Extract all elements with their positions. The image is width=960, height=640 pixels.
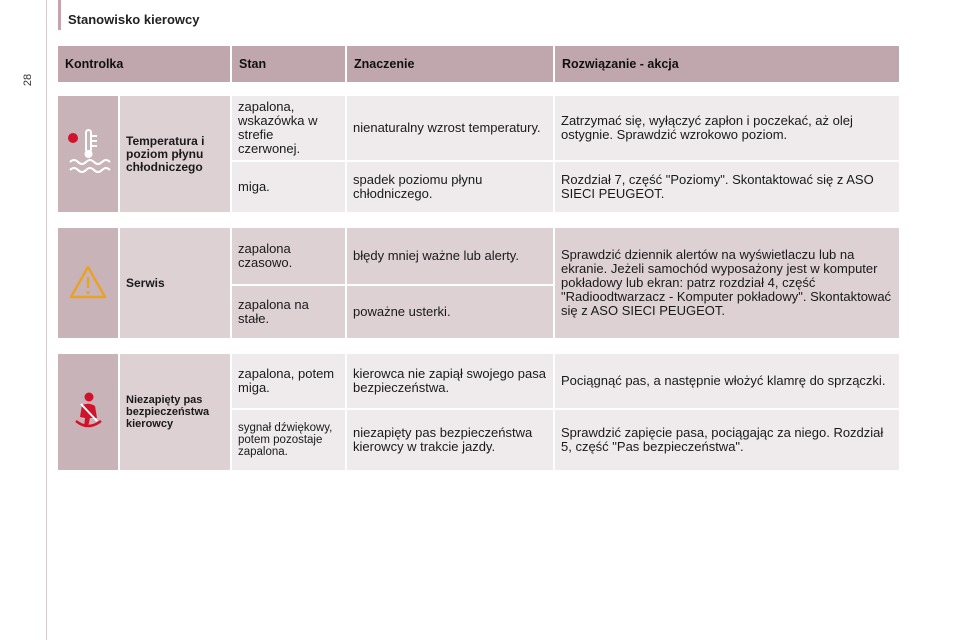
kontrolka-name-serwis: Serwis [120, 228, 232, 340]
stan-cell: miga. [232, 162, 347, 214]
table-row [58, 96, 901, 162]
akcja-cell: Sprawdzić dziennik alertów na wyświetlaczu lub na ekranie. Jeżeli samochód wyposażony jest w komputer pokładowy lub ekran: patrz rozdział 4, część "Radioodtwarzacz - Komputer pokładowy". Skontaktować się z ASO SIECI PEUGEOT. [555, 228, 901, 340]
margin-line [46, 0, 47, 640]
kontrolka-name-pasy: Niezapięty pas bezpieczeństwa kierowcy [120, 354, 232, 472]
header-rozwiazanie: Rozwiązanie - akcja [555, 46, 901, 82]
znaczenie-cell: nienaturalny wzrost temperatury. [347, 96, 555, 162]
header-znaczenie: Znaczenie [347, 46, 555, 82]
table-row [58, 228, 901, 286]
stan-cell: zapalona, wskazówka w strefie czerwonej. [232, 96, 347, 162]
znaczenie-cell: spadek poziomu płynu chłodniczego. [347, 162, 555, 214]
akcja-cell: Pociągnąć pas, a następnie włożyć klamrę do sprzączki. [555, 354, 901, 410]
header-accent-bar [58, 0, 61, 30]
coolant-temperature-icon [64, 128, 112, 178]
seatbelt-icon [68, 391, 108, 431]
akcja-cell: Zatrzymać się, wyłączyć zapłon i poczekać, aż olej ostygnie. Sprawdzić wzrokowo poziom. [555, 96, 901, 162]
warning-lights-table [58, 46, 901, 472]
znaczenie-cell: kierowca nie zapiął swojego pasa bezpieczeństwa. [347, 354, 555, 410]
header-kontrolka: Kontrolka [58, 46, 232, 82]
section-title: Stanowisko kierowcy [68, 12, 200, 27]
stan-cell: sygnał dźwiękowy, potem pozostaje zapalona. [232, 410, 347, 472]
kontrolka-name-temp: Temperatura i poziom płynu chłodniczego [120, 96, 232, 214]
znaczenie-cell: poważne usterki. [347, 286, 555, 340]
stan-cell: zapalona czasowo. [232, 228, 347, 286]
akcja-cell: Sprawdzić zapięcie pasa, pociągając za niego. Rozdział 5, część "Pas bezpieczeństwa". [555, 410, 901, 472]
warning-triangle-icon [68, 264, 108, 300]
table-header-row [58, 46, 901, 82]
stan-cell: zapalona, potem miga. [232, 354, 347, 410]
znaczenie-cell: niezapięty pas bezpieczeństwa kierowcy w trakcie jazdy. [347, 410, 555, 472]
icon-cell-pasy [58, 354, 120, 472]
header-stan: Stan [232, 46, 347, 82]
page-number: 28 [22, 73, 35, 87]
icon-cell-temp [58, 96, 120, 214]
icon-cell-serwis [58, 228, 120, 340]
table-row [58, 354, 901, 410]
znaczenie-cell: błędy mniej ważne lub alerty. [347, 228, 555, 286]
akcja-cell: Rozdział 7, część "Poziomy". Skontaktować się z ASO SIECI PEUGEOT. [555, 162, 901, 214]
stan-cell: zapalona na stałe. [232, 286, 347, 340]
